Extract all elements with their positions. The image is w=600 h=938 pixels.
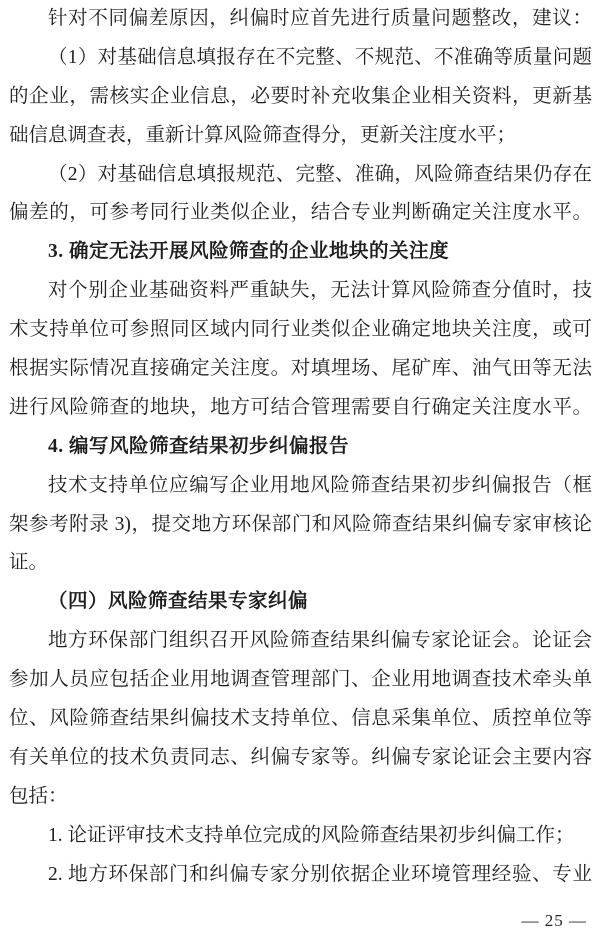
text-line: （1）对基础信息填报存在不完整、不规范、不准确等质量问题 [48,46,592,68]
text-line: 对个别企业基础资料严重缺失，无法计算风险筛查分值时，技 [48,280,592,302]
text-line: 架参考附录 3)，提交地方环保部门和风险筛查结果纠偏专家审核论 [9,513,592,535]
text-line: 偏差的，可参考同行业类似企业，结合专业判断确定关注度水平。 [9,202,592,224]
text-line: 证。 [9,552,49,574]
heading-line: 3. 确定无法开展风险筛查的企业地块的关注度 [48,241,450,263]
text-line: 础信息调查表，重新计算风险筛查得分，更新关注度水平； [9,124,517,146]
text-line: 地方环保部门组织召开风险筛查结果纠偏专家论证会。论证会 [48,630,592,652]
text-line: 的企业，需核实企业信息，必要时补充收集企业相关资料，更新基 [9,85,592,107]
text-line: 技术支持单位应编写企业用地风险筛查结果初步纠偏报告（框 [48,474,592,496]
text-line: 位、风险筛查结果纠偏技术支持单位、信息采集单位、质控单位等 [9,708,592,730]
text-line: 根据实际情况直接确定关注度。对填埋场、尾矿库、油气田等无法 [9,358,592,380]
document-text-block [9,0,592,894]
text-line: 术支持单位可参照同区域内同行业类似企业确定地块关注度，或可 [9,319,592,341]
heading-line: 4. 编写风险筛查结果初步纠偏报告 [48,435,350,457]
text-line: 2. 地方环保部门和纠偏专家分别依据企业环境管理经验、专业 [48,863,592,885]
text-line: 1. 论证评审技术支持单位完成的风险筛查结果初步纠偏工作； [48,824,575,846]
page-number: — 25 — [521,911,587,930]
text-line: 参加人员应包括企业用地调查管理部门、企业用地调查技术牵头单 [9,669,592,691]
text-line: 针对不同偏差原因，纠偏时应首先进行质量问题整改，建议： [48,8,592,29]
text-line: （2）对基础信息填报规范、完整、准确，风险筛查结果仍存在 [48,163,592,185]
text-line: 进行风险筛查的地块，地方可结合管理需要自行确定关注度水平。 [9,396,592,418]
text-line: 有关单位的技术负责同志、纠偏专家等。纠偏专家论证会主要内容 [9,746,592,768]
text-line: 包括： [9,785,68,807]
heading-line: （四）风险筛查结果专家纠偏 [48,591,309,613]
